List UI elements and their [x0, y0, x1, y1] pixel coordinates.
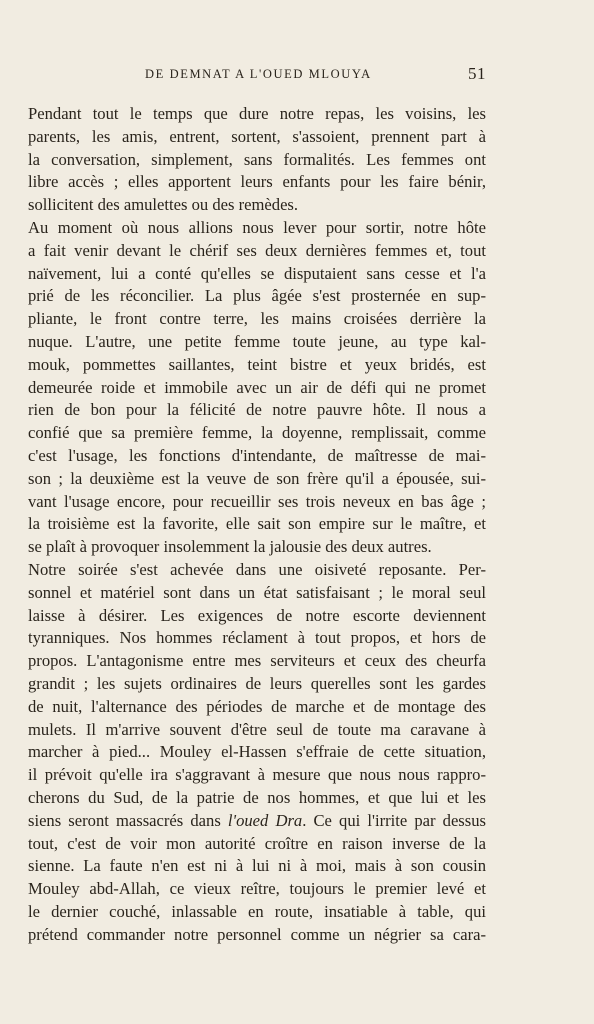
- text-line: naïvement, lui a conté qu'elles se disputaient sans cesse et l'a: [28, 263, 486, 283]
- italic-place-name: l'oued Dra: [227, 810, 303, 830]
- text-line: mulets. Il m'arrive souvent d'être seul de toute ma caravane à: [28, 719, 486, 739]
- text-line: Pendant tout le temps que dure notre repas, les voisins, les: [28, 104, 486, 123]
- text-line: demeurée roide et immobile avec un air de défi qui ne promet: [28, 377, 486, 397]
- page-number: 51: [468, 64, 486, 83]
- text-line: son ; la deuxième est la veuve de son frère qu'il a épousée, sui-: [28, 468, 486, 488]
- text-line: la conversation, simplement, sans formalités. Les femmes ont: [28, 149, 486, 169]
- text-line: grandit ; les sujets ordinaires de leurs querelles sont les gardes: [28, 673, 486, 693]
- text-line: a fait venir devant le chérif ses deux dernières femmes et, tout: [28, 240, 486, 260]
- text-line: mouk, pommettes saillantes, teint bistre et yeux bridés, est: [28, 354, 486, 374]
- text-line: c'est l'usage, les fonctions d'intendante, de maîtresse de mai-: [28, 445, 486, 465]
- text-line: se plaît à provoquer insolemment la jalousie des deux autres.: [28, 537, 432, 557]
- text-line: Mouley abd-Allah, ce vieux reître, toujours le premier levé et: [28, 879, 486, 899]
- text-line: le dernier couché, inlassable en route, insatiable à table, qui: [28, 901, 486, 921]
- body-text: [28, 103, 486, 946]
- text-line: vant l'usage encore, pour recueillir ses trois neveux en bas âge ;: [28, 491, 486, 511]
- text-line: pliante, le front contre terre, les mains croisées derrière la: [28, 309, 486, 329]
- text-line-with-italic: [28, 810, 486, 833]
- text-line: marcher à pied... Mouley el-Hassen s'effraie de cette situation,: [28, 742, 486, 762]
- text-line: nuque. L'autre, une petite femme toute jeune, au type kal-: [28, 331, 486, 351]
- text-line: confié que sa première femme, la doyenne, remplissait, comme: [28, 423, 486, 443]
- text-line: il prévoit qu'elle ira s'aggravant à mesure que nous nous rappro-: [28, 765, 486, 785]
- text-line: tyranniques. Nos hommes réclament à tout propos, et hors de: [28, 628, 486, 648]
- text-segment: . Ce qui l'irrite par dessus: [302, 810, 486, 830]
- text-line: parents, les amis, entrent, sortent, s'assoient, prennent part à: [28, 126, 486, 146]
- text-line: cherons du Sud, de la patrie de nos hommes, et que lui et les: [28, 787, 486, 807]
- text-line: sienne. La faute n'en est ni à lui ni à moi, mais à son cousin: [28, 856, 486, 876]
- text-line: sollicitent des amulettes ou des remèdes.: [28, 195, 299, 215]
- text-line: prié de les réconcilier. La plus âgée s'est prosternée en sup-: [28, 286, 486, 306]
- text-line: laisse à désirer. Les exigences de notre escorte deviennent: [28, 605, 486, 625]
- text-line: la troisième est la favorite, elle sait son empire sur le maître, et: [28, 514, 486, 534]
- text-line: tout, c'est de voir mon autorité croître en raison inverse de la: [28, 833, 486, 853]
- text-line: prétend commander notre personnel comme un négrier sa cara-: [28, 924, 486, 944]
- text-line: de nuit, l'alternance des périodes de marche et de montage des: [28, 696, 486, 716]
- running-title: DE DEMNAT A L'OUED MLOUYA: [145, 67, 372, 81]
- text-line: propos. L'antagonisme entre mes serviteurs et ceux des cheurfa: [28, 651, 486, 671]
- text-line: libre accès ; elles apportent leurs enfants pour les faire bénir,: [28, 172, 486, 192]
- text-line: Notre soirée s'est achevée dans une oisiveté reposante. Per-: [28, 559, 486, 579]
- text-line: rien de bon pour la félicité de notre pauvre hôte. Il nous a: [28, 400, 486, 420]
- text-segment: siens seront massacrés dans: [28, 810, 228, 830]
- text-line: Au moment où nous allions nous lever pour sortir, notre hôte: [28, 217, 486, 237]
- text-line: sonnel et matériel sont dans un état satisfaisant ; le moral seul: [28, 582, 486, 602]
- running-head: [0, 64, 594, 88]
